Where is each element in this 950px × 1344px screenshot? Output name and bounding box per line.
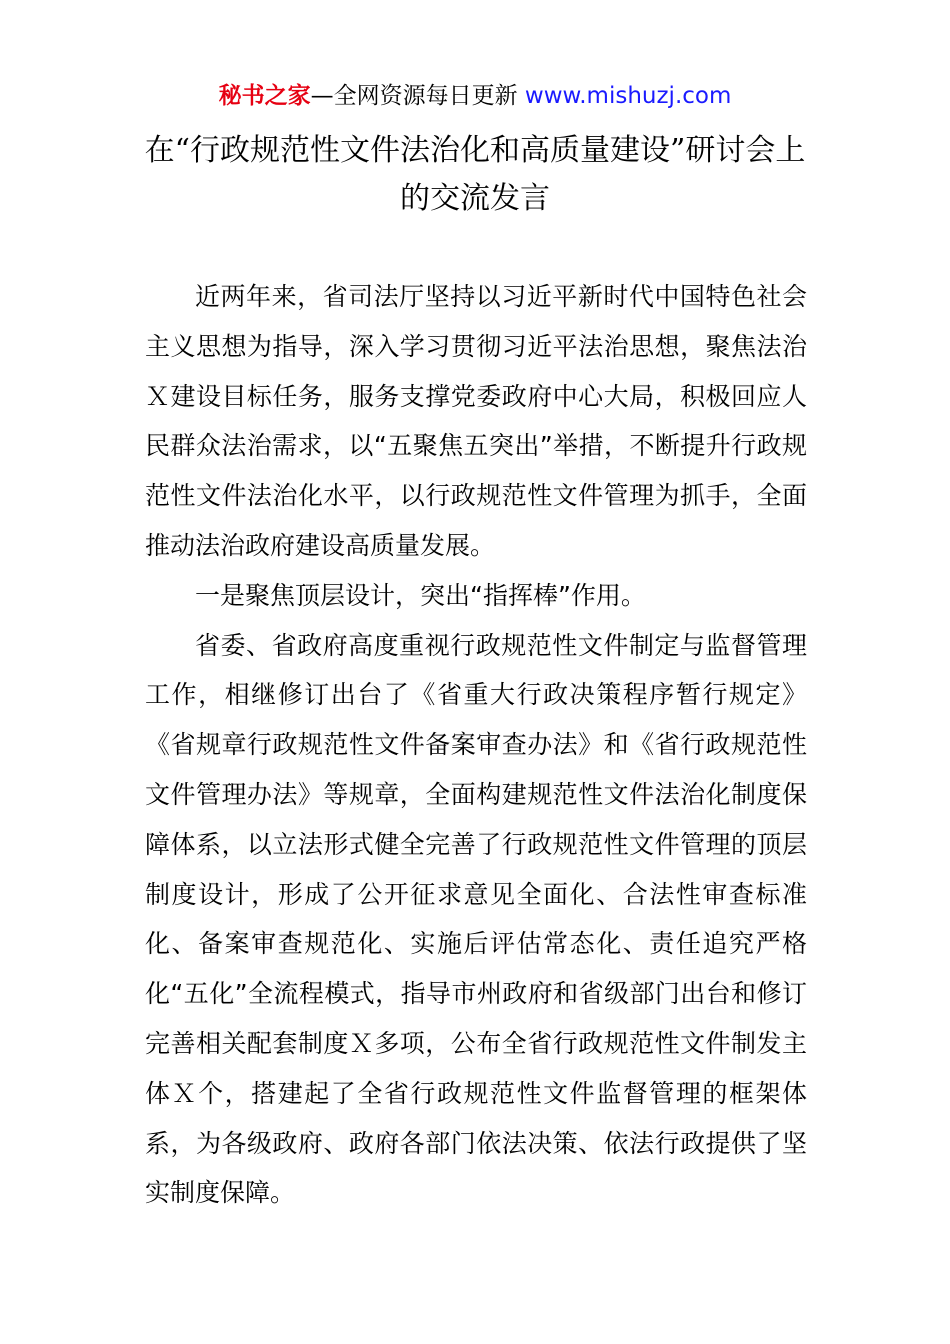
paragraph-intro: 近两年来，省司法厅坚持以习近平新时代中国特色社会主义思想为指导，深入学习贯彻习近平法治思想，聚焦法治Ｘ建设目标任务，服务支撑党委政府中心大局，积极回应人民群众法治需求，以“五聚焦五突出”举措，不断提升行政规范性文件法治化水平，以行政规范性文件管理为抓手，全面推动法治政府建设高质量发展。 — [145, 282, 807, 560]
brand-name: 秘书之家 — [218, 83, 311, 109]
site-tagline: —全网资源每日更新 — [310, 83, 518, 109]
document-body — [145, 272, 807, 1218]
paragraph-section-body: 省委、省政府高度重视行政规范性文件制定与监督管理工作，相继修订出台了《省重大行政决策程序暂行规定》《省规章行政规范性文件备案审查办法》和《省行政规范性文件管理办法》等规章，全面构建规范性文件法治化制度保障体系，以立法形式健全完善了行政规范性文件管理的顶层制度设计，形成了公开征求意见全面化、合法性审查标准化、备案审查规范化、实施后评估常态化、责任追究严格化“五化”全流程模式，指导市州政府和省级部门出台和修订完善相关配套制度Ｘ多项，公布全省行政规范性文件制发主体Ｘ个，搭建起了全省行政规范性文件监督管理的框架体系，为各级政府、政府各部门依法决策、依法行政提供了坚实制度保障。 — [145, 630, 807, 1208]
site-header — [0, 80, 950, 112]
site-url-link[interactable]: www.mishuzj.com — [524, 83, 732, 109]
document-title: 在“行政规范性文件法治化和高质量建设”研讨会上的交流发言 — [144, 133, 806, 216]
paragraph-section-heading: 一是聚焦顶层设计，突出“指挥棒”作用。 — [195, 580, 646, 610]
